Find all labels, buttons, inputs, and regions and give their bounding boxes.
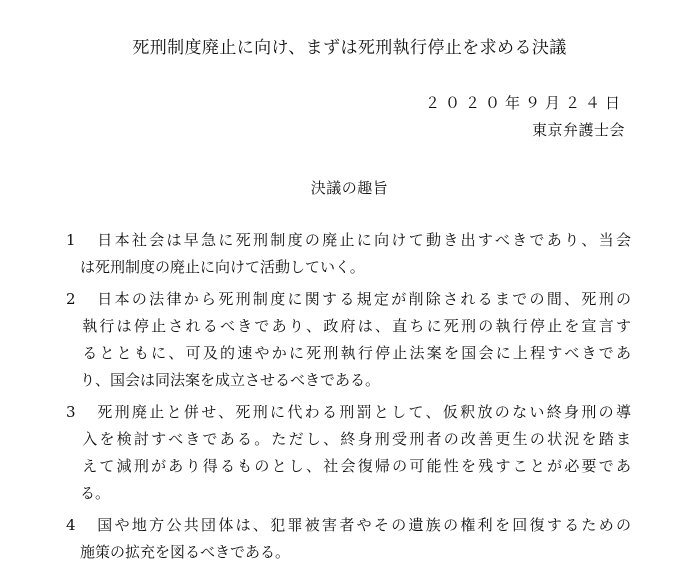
item-line [66, 480, 631, 507]
item-line [66, 426, 631, 453]
item-text: 日本社会は早急に死刑制度の廃止に向けて動き出すべきであり、当会 [95, 231, 631, 249]
item-line [66, 313, 631, 340]
resolution-item [66, 512, 631, 566]
item-text: えて減刑があり得るものとし、社会復帰の可能性を残すことが必要であ [80, 457, 631, 475]
issuing-organization: 東京弁護士会 [531, 121, 625, 139]
item-number: 4 [66, 516, 76, 534]
item-text: 日本の法律から死刑制度に関する規定が削除されるまでの間、死刑の [95, 290, 631, 308]
item-text: り、国会は同法案を成立させるべきである。 [80, 371, 381, 389]
document-title: 死刑制度廃止に向け、まずは死刑執行停止を求める決議 [132, 38, 567, 58]
item-text: 施策の拡充を図るべきである。 [80, 543, 291, 561]
item-line [66, 399, 631, 426]
resolution-items [66, 227, 631, 566]
item-line [66, 227, 631, 254]
item-number: 3 [66, 403, 76, 421]
item-number: 1 [66, 231, 76, 249]
item-text: は死刑制度の廃止に向けて活動していく。 [80, 258, 365, 276]
resolution-item [66, 286, 631, 394]
item-text: 国や地方公共団体は、犯罪被害者やその遺族の権利を回復するための [95, 516, 631, 534]
item-text: るとともに、可及的速やかに死刑執行停止法案を国会に上程すべきであ [80, 344, 631, 362]
item-line [66, 286, 631, 313]
item-line [66, 367, 631, 394]
item-line [66, 254, 631, 281]
item-text: る。 [80, 484, 111, 502]
resolution-item [66, 399, 631, 507]
item-text: 死刑廃止と併せ、死刑に代わる刑罰として、仮釈放のない終身刑の導 [95, 403, 631, 421]
resolution-item [66, 227, 631, 281]
item-text: 執行は停止されるべきであり、政府は、直ちに死刑の執行停止を宣言す [80, 317, 631, 335]
section-heading: 決議の趣旨 [310, 179, 389, 197]
item-line [66, 453, 631, 480]
item-line [66, 340, 631, 367]
item-line [66, 539, 631, 566]
item-number: 2 [66, 290, 76, 308]
item-line [66, 512, 631, 539]
document-date: ２０２０年９月２４日 [424, 94, 625, 112]
item-text: 入を検討すべきである。ただし、終身刑受刑者の改善更生の状況を踏ま [80, 430, 631, 448]
